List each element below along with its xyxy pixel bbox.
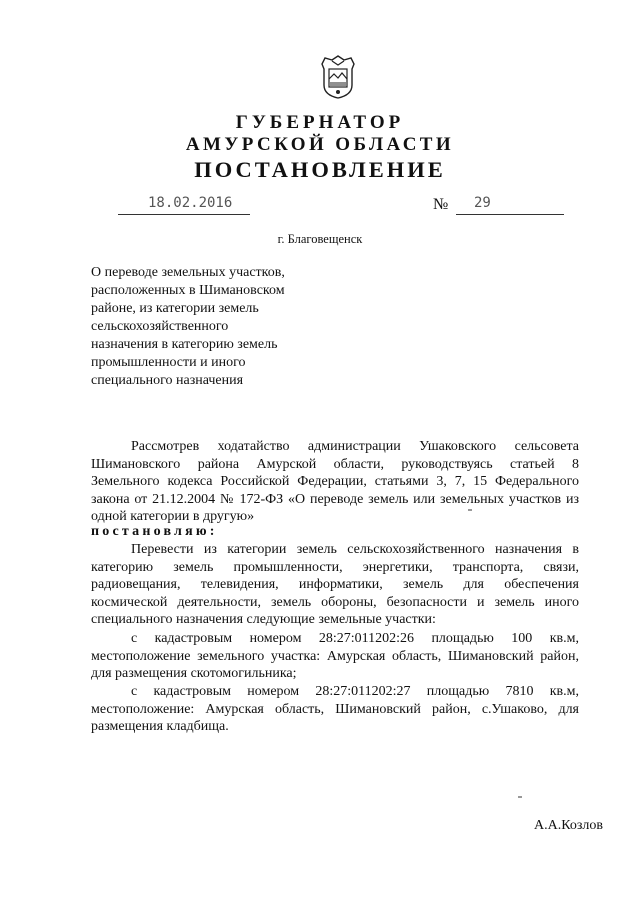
- text-line: радиовещания, телевидения, информатики, земель для обеспечения: [91, 577, 579, 592]
- text-line: закона от 21.12.2004 № 172-ФЗ «О переводе земель или земельных участков из: [91, 491, 579, 507]
- document-date: 18.02.2016: [148, 195, 233, 211]
- number-field: [456, 196, 564, 215]
- text-line: Земельного кодекса Российской Федерации, статьями 3, 7, 15 Федерального: [91, 474, 579, 489]
- scan-speck: [518, 796, 522, 798]
- subject-block: [91, 264, 285, 390]
- text-line: одной категории в другую»: [91, 509, 255, 524]
- text-line: местоположение земельного участка: Амурская область, Шимановский район,: [91, 648, 579, 664]
- header-region: АМУРСКОЙ ОБЛАСТИ: [185, 134, 455, 155]
- signatory-name: А.А.Козлов: [534, 818, 603, 833]
- subject-line: назначения в категорию земель: [91, 337, 278, 352]
- subject-line: районе, из категории земель: [91, 301, 259, 316]
- text-line: для размещения скотомогильника;: [91, 666, 297, 681]
- text-line: Шимановского района Амурской области, руководствуясь статьей 8: [91, 456, 579, 472]
- text-line: с кадастровым номером 28:27:011202:26 площадью 100 кв.м,: [131, 631, 579, 646]
- text-line: размещения кладбища.: [91, 719, 229, 734]
- city-line: г. Благовещенск: [277, 232, 363, 246]
- scan-speck: [468, 509, 472, 511]
- text-line: специального назначения следующие земельные участки:: [91, 612, 436, 627]
- document-type: ПОСТАНОВЛЕНИЕ: [194, 157, 446, 182]
- parcel-item-2: [91, 683, 579, 736]
- text-line: с кадастровым номером 28:27:011202:27 площадью 7810 кв.м,: [131, 684, 579, 699]
- subject-line: расположенных в Шимановском: [91, 283, 285, 298]
- subject-line: промышленности и иного: [91, 355, 246, 370]
- subject-line: О переводе земельных участков,: [91, 265, 285, 280]
- decision-paragraph: [91, 541, 579, 629]
- preamble-paragraph: [91, 438, 579, 526]
- text-line: Рассмотрев ходатайство администрации Ушаковского сельсовета: [131, 439, 579, 454]
- decree-word: постановляю:: [91, 524, 218, 539]
- date-field: [118, 196, 250, 215]
- text-line: категорию земель промышленности, энергетики, транспорта, связи,: [91, 559, 579, 575]
- coat-of-arms-emblem: [318, 55, 358, 99]
- number-sign: №: [433, 196, 449, 213]
- text-line: космической деятельности, земель обороны, безопасности и земель иного: [91, 594, 579, 610]
- subject-line: специального назначения: [91, 373, 244, 388]
- header-title: ГУБЕРНАТОР: [235, 112, 405, 133]
- subject-line: сельскохозяйственного: [91, 319, 229, 334]
- text-line: местоположение: Амурская область, Шимановский район, с.Ушаково, для: [91, 701, 579, 717]
- document-number: 29: [474, 195, 491, 211]
- parcel-item-1: [91, 630, 579, 683]
- text-line: Перевести из категории земель сельскохозяйственного назначения в: [131, 542, 579, 557]
